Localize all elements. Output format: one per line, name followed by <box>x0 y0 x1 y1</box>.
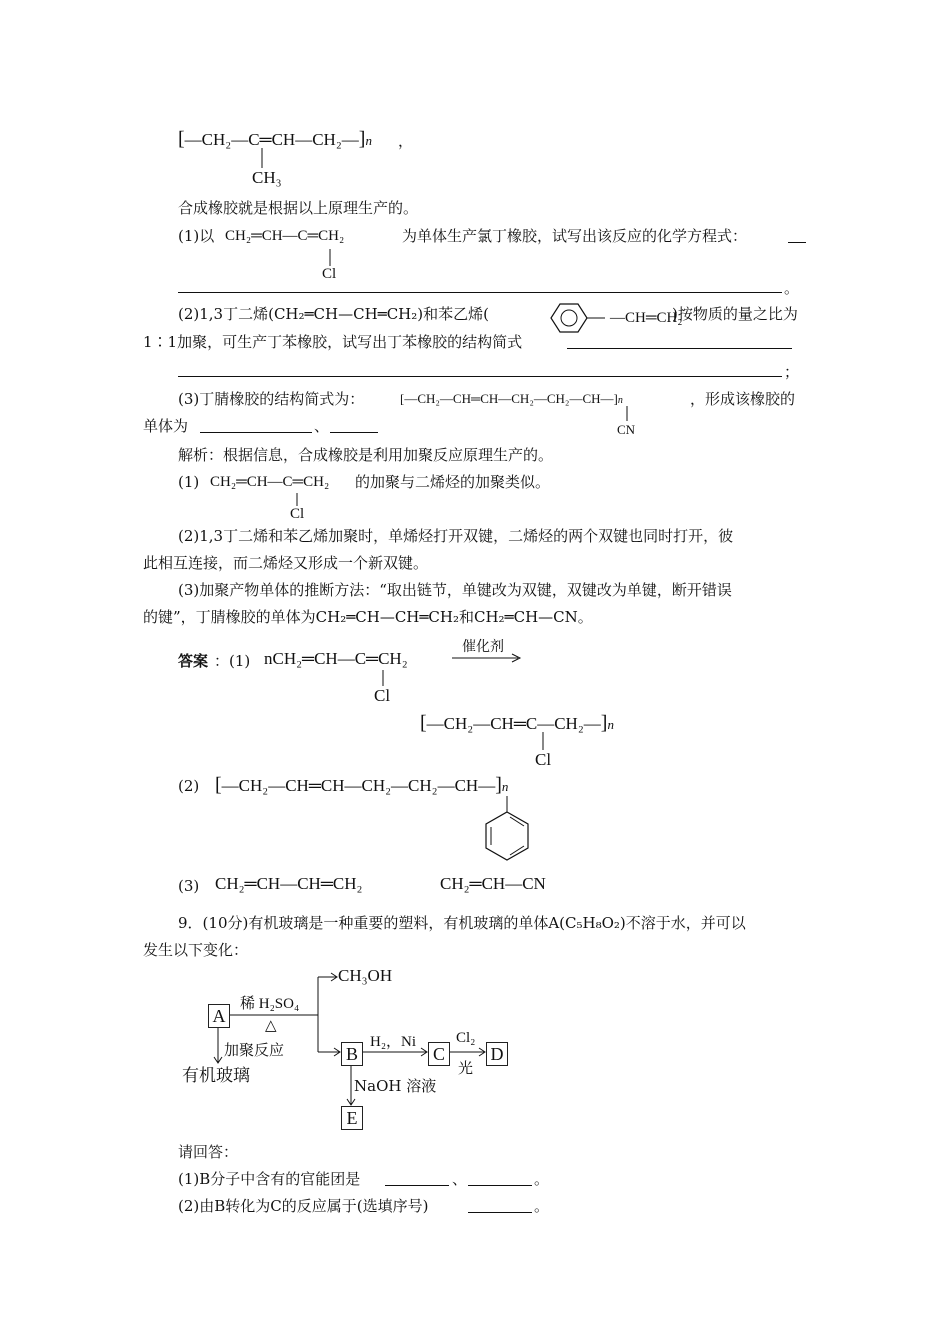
answer-eq-right: [—CH₂—CH═C—CH₂—]n <box>420 712 614 734</box>
analysis-a1-monomer: CH₂═CH—C═CH₂ <box>210 474 330 490</box>
answer-eq-left-sub: Cl <box>374 686 391 705</box>
q9-s2-end: 。 <box>534 1197 550 1215</box>
answer-p2: (2) <box>178 777 200 795</box>
answer-a2-formula: [—CH₂—CH═CH—CH₂—CH₂—CH—]n <box>215 774 509 796</box>
analysis-a2-line2: 此相互连接，而二烯烃又形成一个新双键。 <box>143 554 429 572</box>
q9-s1-blank-b[interactable] <box>468 1171 532 1186</box>
q1-prefix: (1)以 <box>178 227 215 245</box>
q9-prompt: 请回答： <box>178 1143 239 1161</box>
q2-line1-end: )按物质的量之比为 <box>672 305 798 323</box>
answer-a3-m1: CH₂═CH—CH═CH₂ <box>215 874 363 893</box>
analysis-a1-prefix: (1) <box>178 473 200 491</box>
node-c: C <box>428 1042 450 1066</box>
q3-line2: 单体为 <box>143 417 189 435</box>
condition-heat: △ <box>265 1018 277 1034</box>
q9-line1: 9．(10分)有机玻璃是一种重要的塑料，有机玻璃的单体A(C₅H₈O₂)不溶于水，并可以 <box>178 914 746 932</box>
q3-sep: 、 <box>314 417 330 435</box>
polyisoprene-main: —CH₂—C═CH—CH₂— <box>184 130 359 149</box>
q3-formula-main: —CH₂—CH═CH—CH₂—CH₂—CH— <box>404 391 614 406</box>
reagent-dilute-acid: 稀 H₂SO₄ <box>240 996 300 1012</box>
q1-monomer-sub: Cl <box>322 266 337 282</box>
analysis-a3-line1: (3)加聚产物单体的推断方法：“取出链节，单键改为双键，双键改为单键，断开错误 <box>178 581 732 599</box>
answer-p3: (3) <box>178 877 200 895</box>
reagent-naoh: NaOH 溶液 <box>354 1077 437 1095</box>
styrene-vinyl: —CH═CH₂ <box>610 310 683 326</box>
analysis-a2-line1: (2)1,3丁二烯和苯乙烯加聚时，单烯烃打开双键，二烯烃的两个双键也同时打开，彼 <box>178 527 734 545</box>
q1-text: 为单体生产氯丁橡胶，试写出该反应的化学方程式： <box>402 227 748 245</box>
answer-eq-right-sub: Cl <box>535 750 552 769</box>
polyisoprene-formula: [—CH₂—C═CH—CH₂—]n <box>178 128 372 150</box>
label-organic-glass: 有机玻璃 <box>182 1066 250 1086</box>
answer-eq-left: nCH₂═CH—C═CH₂ <box>264 649 408 668</box>
q9-s1-sep: 、 <box>452 1170 468 1188</box>
node-e: E <box>341 1106 363 1130</box>
comma: ， <box>398 132 414 150</box>
q2-line2: 1∶1加聚，可生产丁苯橡胶，试写出丁苯橡胶的结构简式 <box>143 333 523 351</box>
reagent-h2-ni: H₂，Ni <box>370 1034 417 1050</box>
q3-line1-end: ，形成该橡胶的 <box>690 390 796 408</box>
answer-label: 答案 <box>178 652 209 670</box>
label-addition-polymerization: 加聚反应 <box>224 1041 285 1059</box>
q9-s2-blank[interactable] <box>468 1198 532 1213</box>
answer-catalyst: 催化剂 <box>462 640 504 655</box>
product-ch3oh: CH₃OH <box>338 966 393 985</box>
q3-formula: [—CH₂—CH═CH—CH₂—CH₂—CH—]n <box>400 391 623 406</box>
polyisoprene-substituent: CH₃ <box>252 168 282 187</box>
q1-monomer: CH₂═CH—C═CH₂ <box>225 228 345 244</box>
q1-end: 。 <box>784 279 800 297</box>
q3-line1: (3)丁腈橡胶的结构简式为： <box>178 390 365 408</box>
answer-p1: ：(1) <box>214 652 251 670</box>
q9-s1: (1)B分子中含有的官能团是 <box>178 1170 361 1188</box>
q2-end: ； <box>784 363 800 381</box>
q9-line2: 发生以下变化： <box>143 941 249 959</box>
intro-text: 合成橡胶就是根据以上原理生产的。 <box>178 199 419 217</box>
q9-s1-blank-a[interactable] <box>385 1171 449 1186</box>
analysis-a3-line2: 的键”，丁腈橡胶的单体为CH₂═CH—CH═CH₂和CH₂═CH—CN。 <box>143 608 593 626</box>
answer-a2-main: —CH₂—CH═CH—CH₂—CH₂—CH— <box>221 776 496 795</box>
analysis-a1-text: 的加聚与二烯烃的加聚类似。 <box>355 473 551 491</box>
answer-eq-right-main: —CH₂—CH═C—CH₂— <box>426 714 601 733</box>
q3-formula-sub: CN <box>617 422 636 437</box>
node-b: B <box>341 1042 363 1066</box>
q9-s2: (2)由B转化为C的反应属于(选填序号) <box>178 1197 429 1215</box>
q2-line1: (2)1,3丁二烯(CH₂═CH—CH═CH₂)和苯乙烯( <box>178 305 489 323</box>
answer-a3-m2: CH₂═CH—CN <box>440 874 546 893</box>
node-a: A <box>208 1004 230 1028</box>
analysis-title: 解析：根据信息，合成橡胶是利用加聚反应原理生产的。 <box>178 446 554 464</box>
reagent-cl2: Cl₂ <box>456 1030 476 1046</box>
condition-light: 光 <box>458 1059 474 1077</box>
q9-s1-end: 。 <box>534 1170 550 1188</box>
analysis-a1-sub: Cl <box>290 506 305 522</box>
node-d: D <box>486 1042 508 1066</box>
